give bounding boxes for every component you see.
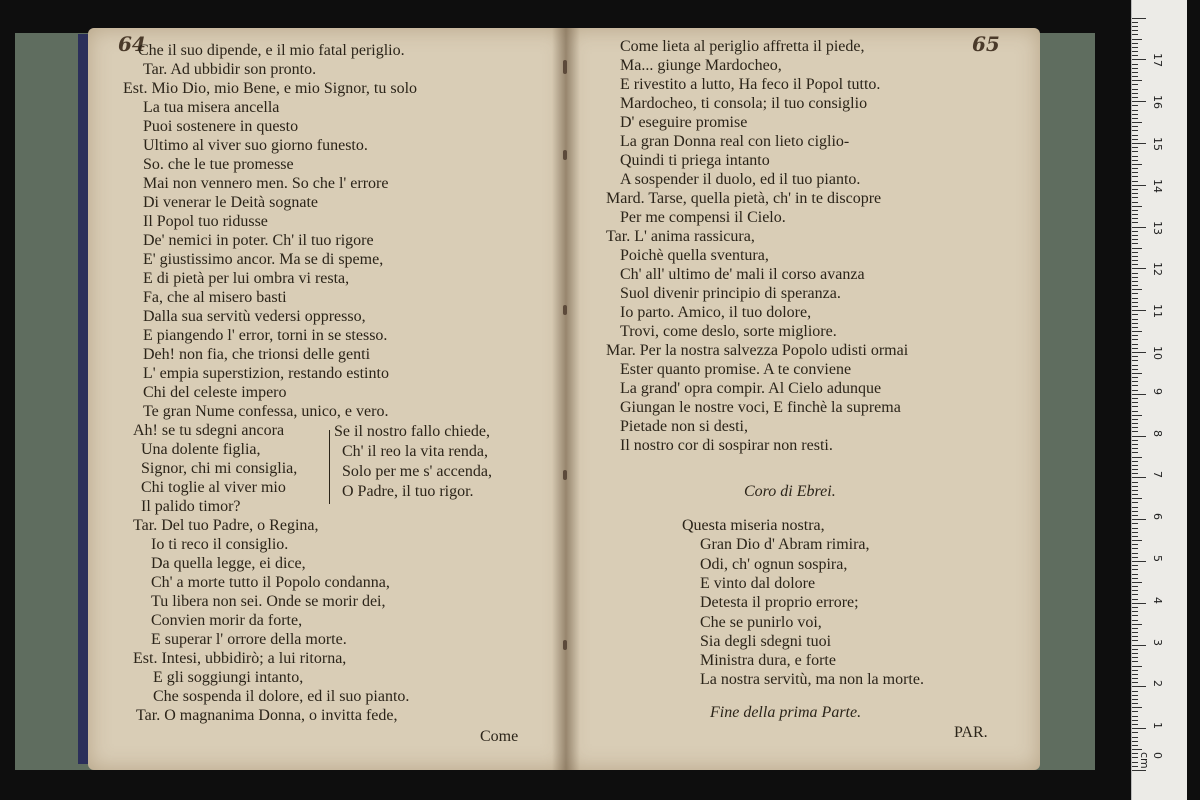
text-line: Che sospenda il dolore, ed il suo pianto. [153, 688, 410, 705]
text-line: Ma... giunge Mardocheo, [620, 57, 782, 74]
ruler-tick [1132, 632, 1138, 633]
ruler-tick [1132, 101, 1146, 102]
text-line: Ah! se tu sdegni ancora [133, 422, 285, 439]
ruler-tick [1132, 620, 1138, 621]
brace-text-line: Solo per me s' accenda, [342, 463, 492, 480]
ruler-number: 2 [1151, 680, 1164, 688]
ruler-tick [1132, 732, 1138, 733]
ruler-tick [1132, 716, 1138, 717]
ruler-tick [1132, 193, 1138, 194]
ruler-tick [1132, 118, 1138, 119]
text-line: Mard. Tarse, quella pietà, ch' in te discopre [606, 190, 882, 207]
ruler-tick [1132, 628, 1138, 629]
ruler-tick [1132, 197, 1138, 198]
ruler-number: 1 [1151, 722, 1164, 730]
ruler-tick [1132, 356, 1138, 357]
ruler-tick [1132, 168, 1138, 169]
text-line: A sospender il duolo, ed il tuo pianto. [620, 171, 861, 188]
ruler-tick [1132, 490, 1138, 491]
ruler-tick [1132, 703, 1138, 704]
text-line: Trovi, come deslo, sorte migliore. [620, 323, 837, 340]
text-line: Fa, che al misero basti [143, 289, 287, 306]
ruler-tick [1132, 436, 1146, 437]
text-line: Poichè quella sventura, [620, 247, 769, 264]
ruler-tick [1132, 80, 1142, 81]
text-line: Tar. Del tuo Padre, o Regina, [133, 517, 319, 534]
ruler-tick [1132, 273, 1138, 274]
ruler-tick [1132, 502, 1138, 503]
ruler-tick [1132, 611, 1138, 612]
ruler-tick [1132, 469, 1138, 470]
ruler-tick [1132, 661, 1138, 662]
ruler-tick [1132, 47, 1138, 48]
right-catchword: PAR. [954, 724, 988, 741]
ruler-tick [1132, 214, 1138, 215]
ruler-tick [1132, 394, 1146, 395]
ruler-tick [1132, 126, 1138, 127]
chorus-line: Gran Dio d' Abram rimira, [700, 536, 870, 554]
ruler-number: 16 [1151, 95, 1164, 110]
ruler-tick [1132, 268, 1146, 269]
ruler-tick [1132, 319, 1138, 320]
ruler-tick [1132, 285, 1138, 286]
ruler-tick [1132, 185, 1146, 186]
text-line: Dalla sua servitù vedersi oppresso, [143, 308, 366, 325]
text-line: Di venerar le Deità sognate [143, 194, 319, 211]
ruler-tick [1132, 586, 1138, 587]
ruler-tick [1132, 348, 1138, 349]
ruler-tick [1132, 277, 1138, 278]
left-page-number: 64 [118, 32, 146, 56]
ruler-tick [1132, 352, 1146, 353]
ruler-tick [1132, 540, 1142, 541]
ruler-tick [1132, 498, 1142, 499]
ruler-number: 14 [1151, 178, 1164, 193]
ruler-tick [1132, 536, 1138, 537]
ruler-tick [1132, 151, 1138, 152]
ruler-tick [1132, 260, 1138, 261]
left-catchword: Come [480, 728, 519, 745]
ruler-tick [1132, 335, 1138, 336]
ruler-tick [1132, 105, 1138, 106]
ruler-tick [1132, 565, 1138, 566]
ruler-tick [1132, 486, 1138, 487]
ruler-tick [1132, 482, 1138, 483]
text-line: La tua misera ancella [143, 99, 280, 116]
text-line: Ch' a morte tutto il Popolo condanna, [151, 574, 390, 591]
text-line: Io ti reco il consiglio. [151, 536, 289, 553]
chorus-line: Ministra dura, e forte [700, 652, 836, 670]
text-line: E superar l' orrore della morte. [151, 631, 347, 648]
text-line: La grand' opra compir. Al Cielo adunque [620, 380, 882, 397]
ruler-tick [1132, 649, 1138, 650]
ruler-tick [1132, 181, 1138, 182]
text-line: Da quella legge, ei dice, [151, 555, 306, 572]
ruler-number: 12 [1151, 262, 1164, 277]
ruler-number: 3 [1151, 638, 1164, 646]
text-line: So. che le tue promesse [143, 156, 294, 173]
ruler-tick [1132, 381, 1138, 382]
ruler-tick [1132, 293, 1138, 294]
ruler-tick [1132, 515, 1138, 516]
ruler-tick [1132, 444, 1138, 445]
ruler-tick [1132, 302, 1138, 303]
text-line: Per me compensi il Cielo. [620, 209, 786, 226]
ruler-tick [1132, 749, 1142, 750]
ruler-tick [1132, 160, 1138, 161]
text-line: Chi del celeste impero [143, 384, 287, 401]
ruler-tick [1132, 298, 1138, 299]
binding-thread [563, 305, 567, 315]
ruler-tick [1132, 448, 1138, 449]
ruler-tick [1132, 737, 1138, 738]
end-of-part-label: Fine della prima Parte. [710, 704, 862, 721]
ruler-tick [1132, 557, 1138, 558]
text-line: Est. Intesi, ubbidirò; a lui ritorna, [133, 650, 347, 667]
ruler-tick [1132, 411, 1138, 412]
brace-divider [329, 430, 330, 504]
chorus-line: Che se punirlo voi, [700, 613, 822, 631]
text-line: Te gran Nume confessa, unico, e vero. [143, 403, 389, 420]
ruler-tick [1132, 76, 1138, 77]
ruler-tick [1132, 365, 1138, 366]
text-line: Suol divenir principio di speranza. [620, 285, 841, 302]
text-line: Signor, chi mi consiglia, [141, 460, 298, 477]
ruler-tick [1132, 582, 1142, 583]
ruler-tick [1132, 130, 1138, 131]
ruler-tick [1132, 55, 1138, 56]
ruler-tick [1132, 686, 1146, 687]
ruler-tick [1132, 385, 1138, 386]
text-line: Mar. Per la nostra salvezza Popolo udisti ormai [606, 342, 909, 359]
ruler-tick [1132, 406, 1138, 407]
ruler-tick [1132, 440, 1138, 441]
chorus-line: E vinto dal dolore [700, 574, 816, 592]
text-line: Puoi sostenere in questo [143, 118, 299, 135]
text-line: Est. Mio Dio, mio Bene, e mio Signor, tu solo [123, 80, 418, 97]
ruler-tick [1132, 97, 1138, 98]
ruler-tick [1132, 231, 1138, 232]
ruler-tick [1132, 691, 1138, 692]
chorus-line: Odi, ch' ognun sospira, [700, 555, 848, 573]
text-line: E di pietà per lui ombra vi resta, [143, 270, 350, 287]
ruler-tick [1132, 156, 1138, 157]
ruler-tick [1132, 511, 1138, 512]
ruler-tick [1132, 699, 1138, 700]
ruler-tick [1132, 728, 1146, 729]
ruler-tick [1132, 615, 1138, 616]
ruler-tick [1132, 398, 1138, 399]
binding-thread [563, 470, 567, 480]
binding-thread [563, 60, 567, 74]
ruler-tick [1132, 465, 1138, 466]
ruler-tick [1132, 724, 1138, 725]
ruler-tick [1132, 640, 1138, 641]
ruler-tick [1132, 243, 1138, 244]
ruler-tick [1132, 711, 1138, 712]
ruler-number: 6 [1151, 513, 1164, 521]
ruler-tick [1132, 222, 1138, 223]
ruler-tick [1132, 452, 1138, 453]
ruler-tick [1132, 256, 1138, 257]
ruler-tick [1132, 51, 1138, 52]
ruler-tick [1132, 34, 1138, 35]
ruler-tick [1132, 427, 1138, 428]
ruler-tick [1132, 419, 1138, 420]
ruler-tick [1132, 678, 1138, 679]
ruler-number: 11 [1151, 304, 1164, 319]
ruler-tick [1132, 369, 1138, 370]
ruler-tick [1132, 578, 1138, 579]
text-line: Pietade non si desti, [620, 418, 748, 435]
ruler-tick [1132, 457, 1142, 458]
ruler-tick [1132, 603, 1146, 604]
text-line: Tar. O magnanima Donna, o invitta fede, [136, 707, 398, 724]
ruler-number: 5 [1151, 555, 1164, 562]
text-line: La gran Donna real con lieto ciglio- [620, 133, 850, 150]
text-line: Il Popol tuo ridusse [143, 213, 268, 230]
ruler-tick [1132, 461, 1138, 462]
ruler-tick [1132, 22, 1138, 23]
ruler-tick [1132, 653, 1138, 654]
text-line: De' nemici in poter. Ch' il tuo rigore [143, 232, 374, 249]
text-line: Tu libera non sei. Onde se morir dei, [151, 593, 386, 610]
ruler-tick [1132, 43, 1138, 44]
ruler-tick [1132, 707, 1142, 708]
ruler-tick [1132, 172, 1138, 173]
text-line: D' eseguire promise [620, 114, 748, 131]
ruler-tick [1132, 431, 1138, 432]
ruler-tick [1132, 415, 1142, 416]
ruler-tick [1132, 561, 1146, 562]
ruler-tick [1132, 473, 1138, 474]
ruler-tick [1132, 93, 1138, 94]
ruler-tick [1132, 235, 1138, 236]
ruler-tick [1132, 599, 1138, 600]
ruler-tick [1132, 402, 1138, 403]
ruler-tick [1132, 84, 1138, 85]
chorus-line: La nostra servitù, ma non la morte. [700, 671, 924, 689]
ruler-tick [1132, 30, 1138, 31]
text-line: Quindi ti priega intanto [620, 152, 770, 169]
ruler-tick [1132, 544, 1138, 545]
text-line: Tar. Ad ubbidir son pronto. [143, 61, 317, 78]
binding-thread [563, 150, 567, 160]
ruler-tick [1132, 548, 1138, 549]
brace-text-line: Se il nostro fallo chiede, [334, 423, 490, 440]
ruler-tick [1132, 248, 1142, 249]
ruler-tick [1132, 59, 1146, 60]
chorus-line: Sia degli sdegni tuoi [700, 632, 832, 650]
ruler-tick [1132, 114, 1138, 115]
ruler-tick [1132, 477, 1146, 478]
brace-text-line: Ch' il reo la vita renda, [342, 443, 488, 460]
ruler-tick [1132, 139, 1138, 140]
ruler-tick [1132, 331, 1142, 332]
ruler-tick [1132, 360, 1138, 361]
book-gutter [552, 28, 580, 770]
ruler-tick [1132, 164, 1142, 165]
ruler-number: 13 [1151, 220, 1164, 235]
ruler-tick [1132, 745, 1138, 746]
ruler-tick [1132, 423, 1138, 424]
text-line: L' empia superstizion, restando estinto [143, 365, 389, 382]
ruler-tick [1132, 122, 1142, 123]
text-line: Chi toglie al viver mio [141, 479, 286, 496]
ruler-tick [1132, 695, 1138, 696]
ruler-tick [1132, 532, 1138, 533]
ruler-tick [1132, 553, 1138, 554]
ruler-tick [1132, 741, 1138, 742]
ruler-tick [1132, 310, 1146, 311]
ruler-tick [1132, 523, 1138, 524]
ruler-tick [1132, 507, 1138, 508]
ruler-tick [1132, 594, 1138, 595]
ruler-tick [1132, 18, 1146, 19]
text-line: Ester quanto promise. A te conviene [620, 361, 852, 378]
ruler-tick [1132, 674, 1138, 675]
binding-thread [563, 640, 567, 650]
ruler-number: 9 [1151, 387, 1164, 395]
ruler-tick [1132, 720, 1138, 721]
ruler-tick [1132, 377, 1138, 378]
text-line: Convien morir da forte, [151, 612, 303, 629]
ruler-tick [1132, 68, 1138, 69]
ruler-tick [1132, 494, 1138, 495]
ruler-tick [1132, 227, 1146, 228]
ruler-tick [1132, 373, 1142, 374]
text-line: E piangendo l' error, torni in se stesso. [143, 327, 388, 344]
ruler-tick [1132, 607, 1138, 608]
ruler-unit-label: 0 cm [1138, 752, 1164, 769]
ruler-tick [1132, 327, 1138, 328]
ruler-number: 15 [1151, 137, 1164, 151]
ruler-tick [1132, 323, 1138, 324]
text-line: Che il suo dipende, e il mio fatal periglio. [138, 42, 405, 59]
ruler-tick [1132, 218, 1138, 219]
text-line: Una dolente figlia, [141, 441, 261, 458]
ruler-tick [1132, 72, 1138, 73]
ruler-tick [1132, 624, 1142, 625]
text-line: Come lieta al periglio affretta il piede, [620, 38, 865, 55]
text-line: Mardocheo, ti consola; il tuo consiglio [620, 95, 868, 112]
measurement-ruler [1131, 0, 1187, 800]
ruler-tick [1132, 64, 1138, 65]
ruler-tick [1132, 26, 1138, 27]
ruler-tick [1132, 645, 1146, 646]
text-line: E' giustissimo ancor. Ma se di speme, [143, 251, 384, 268]
chorus-line: Questa miseria nostra, [682, 517, 825, 534]
text-line: Ultimo al viver suo giorno funesto. [143, 137, 368, 154]
brace-text-line: O Padre, il tuo rigor. [342, 483, 474, 500]
ruler-tick [1132, 666, 1142, 667]
text-line: Deh! non fia, che trionsi delle genti [143, 346, 371, 363]
text-line: Il nostro cor di sospirar non resti. [620, 437, 833, 454]
ruler-tick [1132, 89, 1138, 90]
text-line: Mai non vennero men. So che l' errore [143, 175, 389, 192]
ruler-tick [1132, 189, 1138, 190]
text-line: Giungan le nostre voci, E finchè la suprema [620, 399, 901, 416]
ruler-tick [1132, 569, 1138, 570]
ruler-tick [1132, 590, 1138, 591]
ruler-tick [1132, 210, 1138, 211]
ruler-tick [1132, 528, 1138, 529]
ruler-tick [1132, 202, 1138, 203]
chorus-line: Detesta il proprio errore; [700, 594, 859, 612]
ruler-tick [1132, 574, 1138, 575]
ruler-tick [1132, 344, 1138, 345]
ruler-tick [1132, 135, 1138, 136]
ruler-tick [1132, 682, 1138, 683]
text-line: E rivestito a lutto, Ha feco il Popol tutto. [620, 76, 881, 93]
text-line: Io parto. Amico, il tuo dolore, [620, 304, 812, 321]
ruler-number: 17 [1151, 53, 1164, 68]
ruler-tick [1132, 339, 1138, 340]
ruler-tick [1132, 176, 1138, 177]
ruler-tick [1132, 147, 1138, 148]
ruler-tick [1132, 390, 1138, 391]
ruler-tick [1132, 636, 1138, 637]
ruler-tick [1132, 39, 1142, 40]
ruler-number: 7 [1151, 471, 1164, 479]
text-line: Tar. L' anima rassicura, [606, 228, 755, 245]
ruler-number: 8 [1151, 429, 1164, 437]
ruler-tick [1132, 206, 1142, 207]
ruler-number: 10 [1151, 346, 1164, 360]
ruler-tick [1132, 281, 1138, 282]
ruler-tick [1132, 306, 1138, 307]
ruler-tick [1132, 314, 1138, 315]
ruler-tick [1132, 239, 1138, 240]
ruler-tick [1132, 110, 1138, 111]
ruler-tick [1132, 657, 1138, 658]
ruler-tick [1132, 289, 1142, 290]
ruler-tick [1132, 252, 1138, 253]
text-line: Ch' all' ultimo de' mali il corso avanza [620, 266, 865, 283]
ruler-number: 4 [1151, 596, 1164, 604]
ruler-tick [1132, 519, 1146, 520]
right-page-number: 65 [972, 32, 1000, 56]
ruler-tick [1132, 143, 1146, 144]
text-line: Il palido timor? [141, 498, 241, 515]
ruler-tick [1132, 264, 1138, 265]
ruler-tick [1132, 670, 1138, 671]
text-line: E gli soggiungi intanto, [153, 669, 304, 686]
chorus-heading: Coro di Ebrei. [744, 483, 836, 500]
